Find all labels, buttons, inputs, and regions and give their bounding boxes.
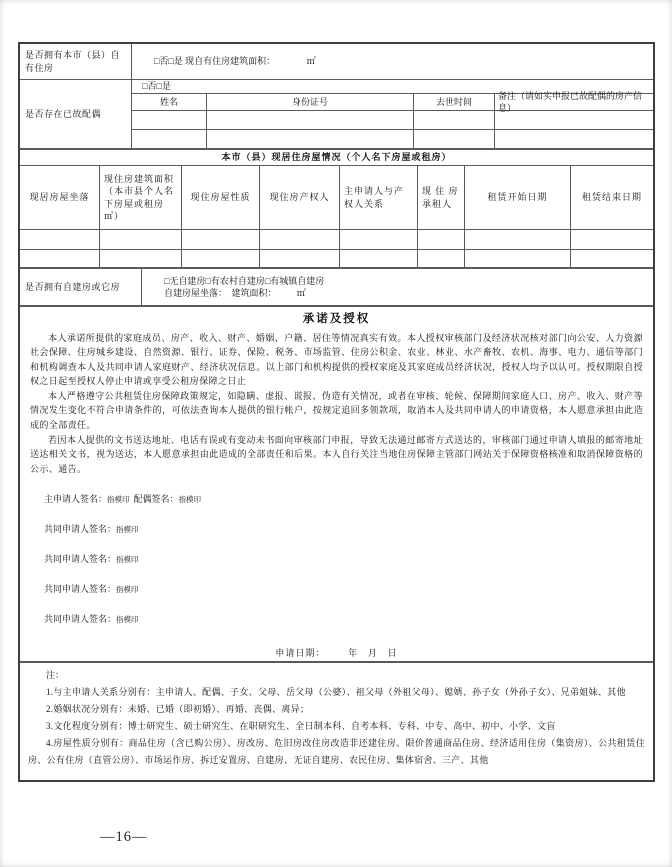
fingerprint-stamp: 指模印	[116, 525, 139, 535]
empty-cell	[182, 230, 260, 249]
column-header-owner: 现住房产权人	[260, 166, 340, 229]
notes-section	[20, 663, 653, 780]
column-header-name: 姓名	[132, 94, 207, 110]
empty-cell	[465, 230, 571, 249]
deceased-spouse-header-row	[132, 90, 653, 113]
current-housing-section-title: 本市（县）现居住房屋情况（个人名下房屋或租房）	[20, 150, 653, 166]
page-number: —16—	[100, 829, 148, 845]
commitment-title: 承诺及授权	[302, 313, 371, 325]
note-item: 4.房屋性质分别有：商品住房（含已购公房）、房改房、危旧房改住房改造非还建住房、限价普通商品住房、经济适用住房（集资房）、公共租赁住房、公有住房（直管公房）、市场运作房、拆迁安置房、自建房、无证自建房、农民住房、集体宿舍、三产、其他	[28, 738, 645, 765]
deceased-spouse-empty-row	[132, 111, 653, 130]
column-header-death-date: 去世时间	[414, 94, 495, 110]
empty-cell	[20, 230, 100, 249]
column-header-floor-area: 现住房建筑面积（本市县个人名下房屋或租房㎡）	[100, 166, 182, 229]
empty-cell	[340, 230, 418, 249]
empty-cell	[418, 230, 465, 249]
row-own-house	[20, 44, 653, 80]
co-applicant-signature-line	[30, 524, 643, 535]
self-built-location-area: 自建房屋坐落： 建筑面积： ㎡	[164, 288, 306, 298]
co-applicant-signature-line	[30, 614, 643, 625]
empty-cell	[414, 111, 495, 129]
deceased-spouse-subtable	[132, 80, 653, 148]
note-item: 1.与主申请人关系分别有：主申请人、配偶、子女、父母、岳父母（公婆）、祖父母（外祖父母）、媳婿、孙子女（外孙子女）、兄弟姐妹、其他	[46, 687, 626, 697]
self-built-checkboxes: □无自建房□有农村自建房□有城镇自建房	[164, 275, 325, 286]
column-header-house-nature: 现住房屋性质	[182, 166, 260, 229]
row-deceased-spouse	[20, 80, 653, 150]
empty-cell	[571, 250, 653, 267]
empty-cell	[571, 230, 653, 249]
empty-cell	[100, 250, 182, 267]
empty-cell	[414, 130, 495, 148]
self-built-label: 是否拥有自建房或它房	[20, 269, 142, 305]
empty-cell	[182, 250, 260, 267]
column-header-lease-end: 租赁结束日期	[581, 192, 642, 203]
column-header-location: 现居房屋坐落	[20, 166, 100, 229]
empty-cell	[207, 111, 414, 129]
row-self-built-house	[20, 269, 653, 307]
co-applicant-signature-line	[30, 554, 643, 565]
column-header-relation-to-owner: 主申请人与产权人关系	[340, 166, 418, 229]
deceased-spouse-empty-row	[132, 130, 653, 148]
current-housing-empty-row	[20, 230, 653, 250]
co-applicant-signature-label: 共同申请人签名：	[44, 584, 117, 595]
fingerprint-stamp: 指模印	[178, 495, 202, 505]
co-applicant-signature-label: 共同申请人签名：	[44, 614, 117, 625]
own-house-options: □否□是 现自有住房建筑面积： ㎡	[154, 56, 316, 67]
application-date-line: 申请日期： 年 月 日	[275, 648, 398, 659]
empty-cell	[260, 230, 340, 249]
fingerprint-stamp: 指模印	[107, 495, 130, 505]
fingerprint-stamp: 指模印	[116, 585, 139, 595]
commitment-paragraph: 本人严格遵守公共租赁住房保障政策规定，如隐瞒、虚报、谎报、伪造有关情况，或者在审核、轮候、保障期间家庭人口、房产、收入、财产等情况发生变化不符合申请条件的，可依法查询本人提供的银行帐户，按规定追回多领款项，取消本人及共同申请人的申请资格，本人愿意承担由此造成的全部责任。	[30, 390, 643, 431]
deceased-spouse-options: □否□是	[132, 80, 653, 94]
empty-cell	[207, 130, 414, 148]
co-applicant-signature-label: 共同申请人签名：	[44, 524, 117, 535]
empty-cell	[260, 250, 340, 267]
empty-cell	[465, 250, 571, 267]
empty-cell	[495, 111, 653, 129]
column-header-tenant: 现 住 房 承租人	[418, 166, 465, 229]
co-applicant-signature-line	[30, 584, 643, 595]
column-header-id-number: 身份证号	[207, 94, 414, 110]
notes-title: 注：	[46, 670, 65, 680]
commitment-paragraph: 若因本人提供的文书送达地址、电话有误或有变动未书面向审核部门申报，导致无法通过邮寄方式送达的，审核部门通过申请人填报的邮寄地址送达相关文书，视为送达，本人愿意承担由此造成的全部责任和后果。本人自行关注当地住房保障主管部门网站关于保障资格核准和取消保障资格的公示、通告。	[30, 434, 643, 474]
empty-cell	[132, 130, 207, 148]
current-housing-empty-row	[20, 250, 653, 269]
current-housing-header-row	[20, 166, 653, 230]
empty-cell	[100, 230, 182, 249]
deceased-spouse-label: 是否存在已故配偶	[20, 80, 132, 148]
note-item: 3.文化程度分别有：博士研究生、硕士研究生、在职研究生、全日制本科、自考本科、专科、中专、高中、初中、小学、文盲	[46, 721, 556, 731]
main-applicant-signature-label: 主申请人签名：	[44, 494, 108, 505]
empty-cell	[132, 111, 207, 129]
note-item: 2.婚姻状况分别有：未婚、已婚（即初婚）、再婚、丧偶、离异；	[46, 704, 310, 714]
self-built-options	[142, 269, 653, 305]
spouse-signature-label: 配偶签名：	[133, 494, 179, 505]
empty-cell	[20, 250, 100, 267]
empty-cell	[340, 250, 418, 267]
application-form-table	[18, 42, 655, 782]
main-applicant-signature-line	[30, 494, 643, 505]
fingerprint-stamp: 指模印	[116, 615, 139, 625]
own-house-label: 是否拥有本市（县）自有住房	[20, 44, 132, 79]
column-header-remarks: 备注（请如实申报已故配偶的房产信息）	[498, 90, 643, 113]
column-header-lease-start: 租赁开始日期	[465, 166, 571, 229]
commitment-paragraph: 本人承诺所提供的家庭成员、房产、收入、财产、婚姻、户籍、居住等情况真实有效。本人授权审核部门及经济状况核对部门向公安、人力资源社会保障、住房城乡建设、自然资源、银行、证券、保险、税务、市场监管、住房公积金、农业、林业、水产畜牧、农机、海事、电力、通信等部门和机构调查本人及共同申请人家庭财产、经济状况信息。以上部门和机构提供的授权家庭及其家庭成员经济状况，授权人均予以认可。授权期限自授权之日起至授权人停止申请或享受公租房保障之日止	[30, 332, 643, 387]
commitment-section	[20, 307, 653, 663]
empty-cell	[418, 250, 465, 267]
fingerprint-stamp: 指模印	[116, 555, 139, 565]
empty-cell	[495, 130, 653, 148]
co-applicant-signature-label: 共同申请人签名：	[44, 554, 117, 565]
